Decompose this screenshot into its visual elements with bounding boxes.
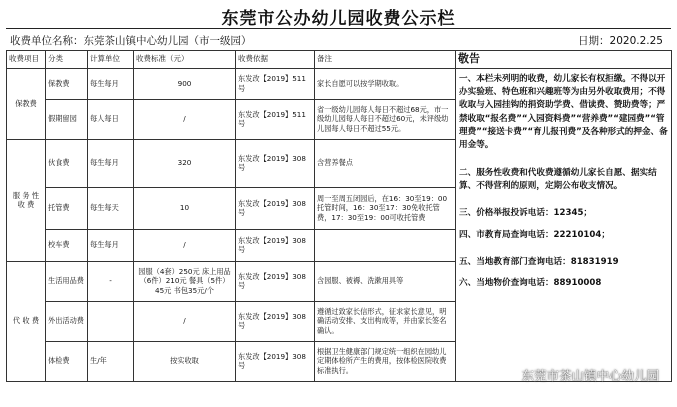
row-category: 校车费: [46, 229, 88, 261]
group-service: 服 务 性 收 费: [7, 139, 46, 261]
header-basis: 收费依据: [236, 51, 315, 69]
row-standard: 900: [134, 68, 236, 99]
row-unit: [88, 301, 134, 341]
row-unit: 每生每月: [88, 68, 134, 99]
account-watermark: [498, 366, 659, 384]
page-title: 东莞市公办幼儿园收费公示栏: [221, 9, 456, 29]
row-remark: 家长自愿可以按学期收取。: [315, 68, 456, 99]
watermark-text: 东莞市茶山镇中心幼儿园: [521, 368, 659, 383]
header-category: 分类: [46, 51, 88, 69]
group-care: 保教费: [7, 68, 46, 139]
row-standard: 园服（4套）250元 床上用品（6件）210元 餐具（5件）45元 书包35元/个: [134, 261, 236, 301]
row-unit: -: [88, 261, 134, 301]
header-item: 收费项目: [7, 51, 46, 69]
row-unit: 每生每天: [88, 187, 134, 229]
notice-item: 一、本栏未列明的收费，幼儿家长有权拒缴。不得以开办实验班、特色班和兴趣班等为由另外收取费用；不得收取与入园挂钩的捐资助学费、借读费、赞助费等；严禁收取“报名费”“入园资料费”“营养费”“建园费”“管理费”“接送卡费”“育儿报刊费”及各种形式的押金、备用金等。: [459, 73, 668, 151]
notice-item: 五、当地教育部门查询电话：81831919: [459, 256, 619, 267]
row-category: 生活用品费: [46, 261, 88, 301]
header-row: [7, 51, 672, 69]
row-remark: 省一级幼儿园每人每日不超过68元，市一级幼儿园每人每日不超过60元，未评级幼儿园每人每日不超过55元。: [315, 99, 456, 139]
header-standard: 收费标准（元）: [134, 51, 236, 69]
row-category: 假期留园: [46, 99, 88, 139]
row-remark: 周一至周五闭园后，在16：30至19：00托管时间，16：30至17：30免收托管费，17：30至19：00可收托管费: [315, 187, 456, 229]
row-category: 伙食费: [46, 139, 88, 187]
row-remark: 含营养餐点: [315, 139, 456, 187]
row-basis: 东发改【2019】308号: [236, 341, 315, 381]
row-basis: 东发改【2019】511号: [236, 99, 315, 139]
row-unit: 每生每月: [88, 229, 134, 261]
unit-name: 收费单位名称：东莞茶山镇中心幼儿园（市一级园）: [10, 35, 252, 47]
notice-item: 四、市教育局查询电话：22210104；: [459, 229, 610, 240]
row-basis: 东发改【2019】308号: [236, 229, 315, 261]
row-standard: 按实收取: [134, 341, 236, 381]
row-basis: 东发改【2019】308号: [236, 301, 315, 341]
notice-item: 二、服务性收费和代收费遵循幼儿家长自愿、据实结算、不得营利的原则，定期公布收支情况。: [459, 167, 657, 192]
row-category: 托管费: [46, 187, 88, 229]
row-standard: /: [134, 99, 236, 139]
table-row: [7, 68, 672, 99]
title-divider: [6, 28, 671, 29]
row-unit: 每人每日: [88, 99, 134, 139]
row-basis: 东发改【2019】308号: [236, 261, 315, 301]
row-basis: 东发改【2019】308号: [236, 187, 315, 229]
wechat-icon: [498, 368, 516, 382]
notice-item: 三、价格举报投诉电话：12345；: [459, 208, 593, 219]
notice-panel: [456, 68, 672, 381]
header-notice: 敬告: [456, 51, 672, 69]
header-unit: 计算单位: [88, 51, 134, 69]
row-remark: 含园服、被褥、洗漱用具等: [315, 261, 456, 301]
group-agency: 代 收 费: [7, 261, 46, 381]
row-standard: 320: [134, 139, 236, 187]
row-category: 体检费: [46, 341, 88, 381]
row-unit: 每生每月: [88, 139, 134, 187]
row-basis: 东发改【2019】308号: [236, 139, 315, 187]
row-standard: /: [134, 301, 236, 341]
header-remark: 备注: [315, 51, 456, 69]
notice-item: 六、当地物价查询电话：88910008: [459, 278, 602, 289]
row-remark: 遵循过致家长信形式，征求家长意见，明确活动安排、支出构成等，并由家长签名确认。: [315, 301, 456, 341]
row-basis: 东发改【2019】511号: [236, 68, 315, 99]
row-unit: 生/年: [88, 341, 134, 381]
publish-date: 日期：2020.2.25: [578, 35, 663, 47]
row-remark: [315, 229, 456, 261]
fee-table: [6, 50, 672, 382]
row-standard: /: [134, 229, 236, 261]
row-category: 外出活动费: [46, 301, 88, 341]
row-category: 保教费: [46, 68, 88, 99]
row-remark: 根据卫生健康部门规定统一组织在园幼儿定期体检所产生的费用，按体检医院收费标准执行。: [315, 341, 456, 381]
row-standard: 10: [134, 187, 236, 229]
